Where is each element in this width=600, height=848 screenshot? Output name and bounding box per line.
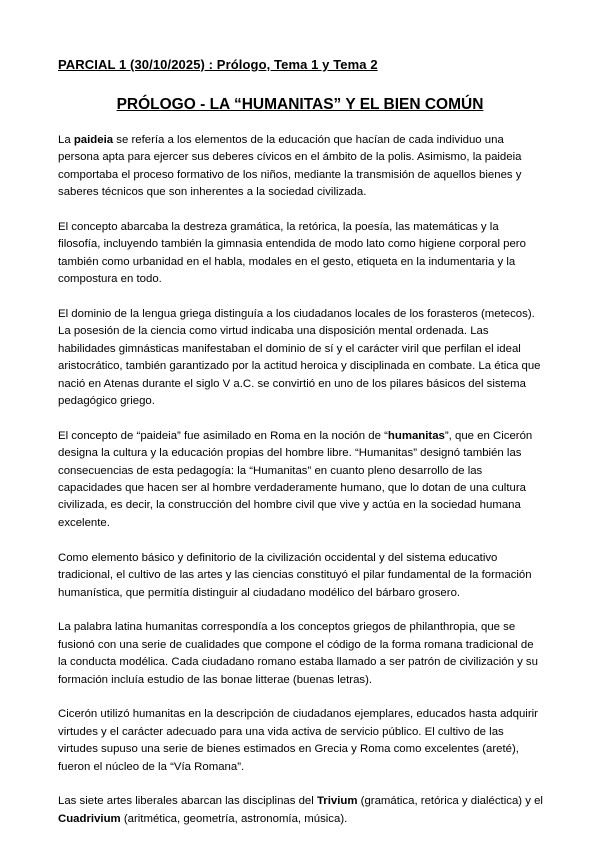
text-run: El concepto de “paideia” fue asimilado en Roma en la noción de “ [58,429,388,442]
term-humanitas: humanitas [387,429,445,442]
text-run: (gramática, retórica y dialéctica) y el [357,795,543,808]
paragraph-palabra-latina: La palabra latina humanitas correspondía a los conceptos griegos de philanthropia, que se fusionó con una serie de cualidades que compone el código de la forma romana tradicional de la conducta modélica. Cada ciudadano romano estaba llamado a ser patrón de civilización y su formación incluía estudio de las bonae litterae (buenas letras). [58,621,538,686]
text-run: se refería a los elementos de la educación que hacían de cada individuo una persona apta para ejercer sus deberes cívicos en el ámbito de la polis. Asimismo, la paideia comportaba el proceso formativo de los niños, mediante la transmisión de aquellos bienes y saberes técnicos que son inherentes a la sociedad civilizada. [58,134,522,199]
paragraph-concepto: El concepto abarcaba la destreza gramática, la retórica, la poesía, las matemáticas y la filosofía, incluyendo también la gimnasia entendida de modo lato como higiene corporal pero también como urbanidad en el habla, modales en el gesto, etiqueta en la indumentaria y la compostura en todo. [58,221,526,286]
term-cuadrivium: Cuadrivium [58,812,121,825]
section-title: PRÓLOGO - LA “HUMANITAS” Y EL BIEN COMÚN [116,96,484,113]
paragraph-ciceron: Cicerón utilizó humanitas en la descripción de ciudadanos ejemplares, educados hasta adquirir virtudes y el carácter adecuado para una vida activa de servicio público. El cultivo de las virtudes supuso una serie de bienes estimados en Grecia y Roma como excelentes (areté), fueron el núcleo de la “Vía Romana”. [58,708,538,773]
text-run: La [58,134,74,146]
exam-header: PARCIAL 1 (30/10/2025) : Prólogo, Tema 1 y Tema 2 [58,57,378,72]
paragraph-paideia [58,132,544,202]
text-run: Las siete artes liberales abarcan las disciplinas del [58,795,317,808]
text-run: (aritmética, geometría, astronomía, música). [120,812,348,825]
paragraph-dominio-lengua: El dominio de la lengua griega distinguía a los ciudadanos locales de los forasteros (metecos). La posesión de la ciencia como virtud indicaba una disposición mental ordenada. Las habilidades gimnásticas manifestaban el dominio de sí y el carácter viril que perfilan el ideal aristocrático, también garantizado por la actitud heroica y disciplinada en combate. La ética que nació en Atenas durante el siglo V a.C. se convirtió en uno de los pilares básicos del sistema pedagógico griego. [58,308,541,408]
paragraph-artes-liberales [58,793,544,828]
document-body [58,132,544,846]
term-paideia: paideia [73,134,114,146]
term-trivium: Trivium [316,795,358,808]
paragraph-civilizacion: Como elemento básico y definitorio de la civilización occidental y del sistema educativo tradicional, el cultivo de las artes y las ciencias constituyó el pilar fundamental de la formación humanística, que permitía distinguir al ciudadano modélico del bárbaro grosero. [58,551,532,599]
text-run: ”, que en Cicerón designa la cultura y la educación propias del hombre libre. “Humanitas” designó también las consecuencias de esta pedagogía: la “Humanitas” en cuanto pleno desarrollo de las capacidades que hacen ser al hombre verdaderamente humano, que lo dotan de una cultura civilizada, es decir, la construcción del hombre civil que vive y actúa en la sociedad humana excelente. [58,429,533,529]
paragraph-humanitas [58,428,544,532]
